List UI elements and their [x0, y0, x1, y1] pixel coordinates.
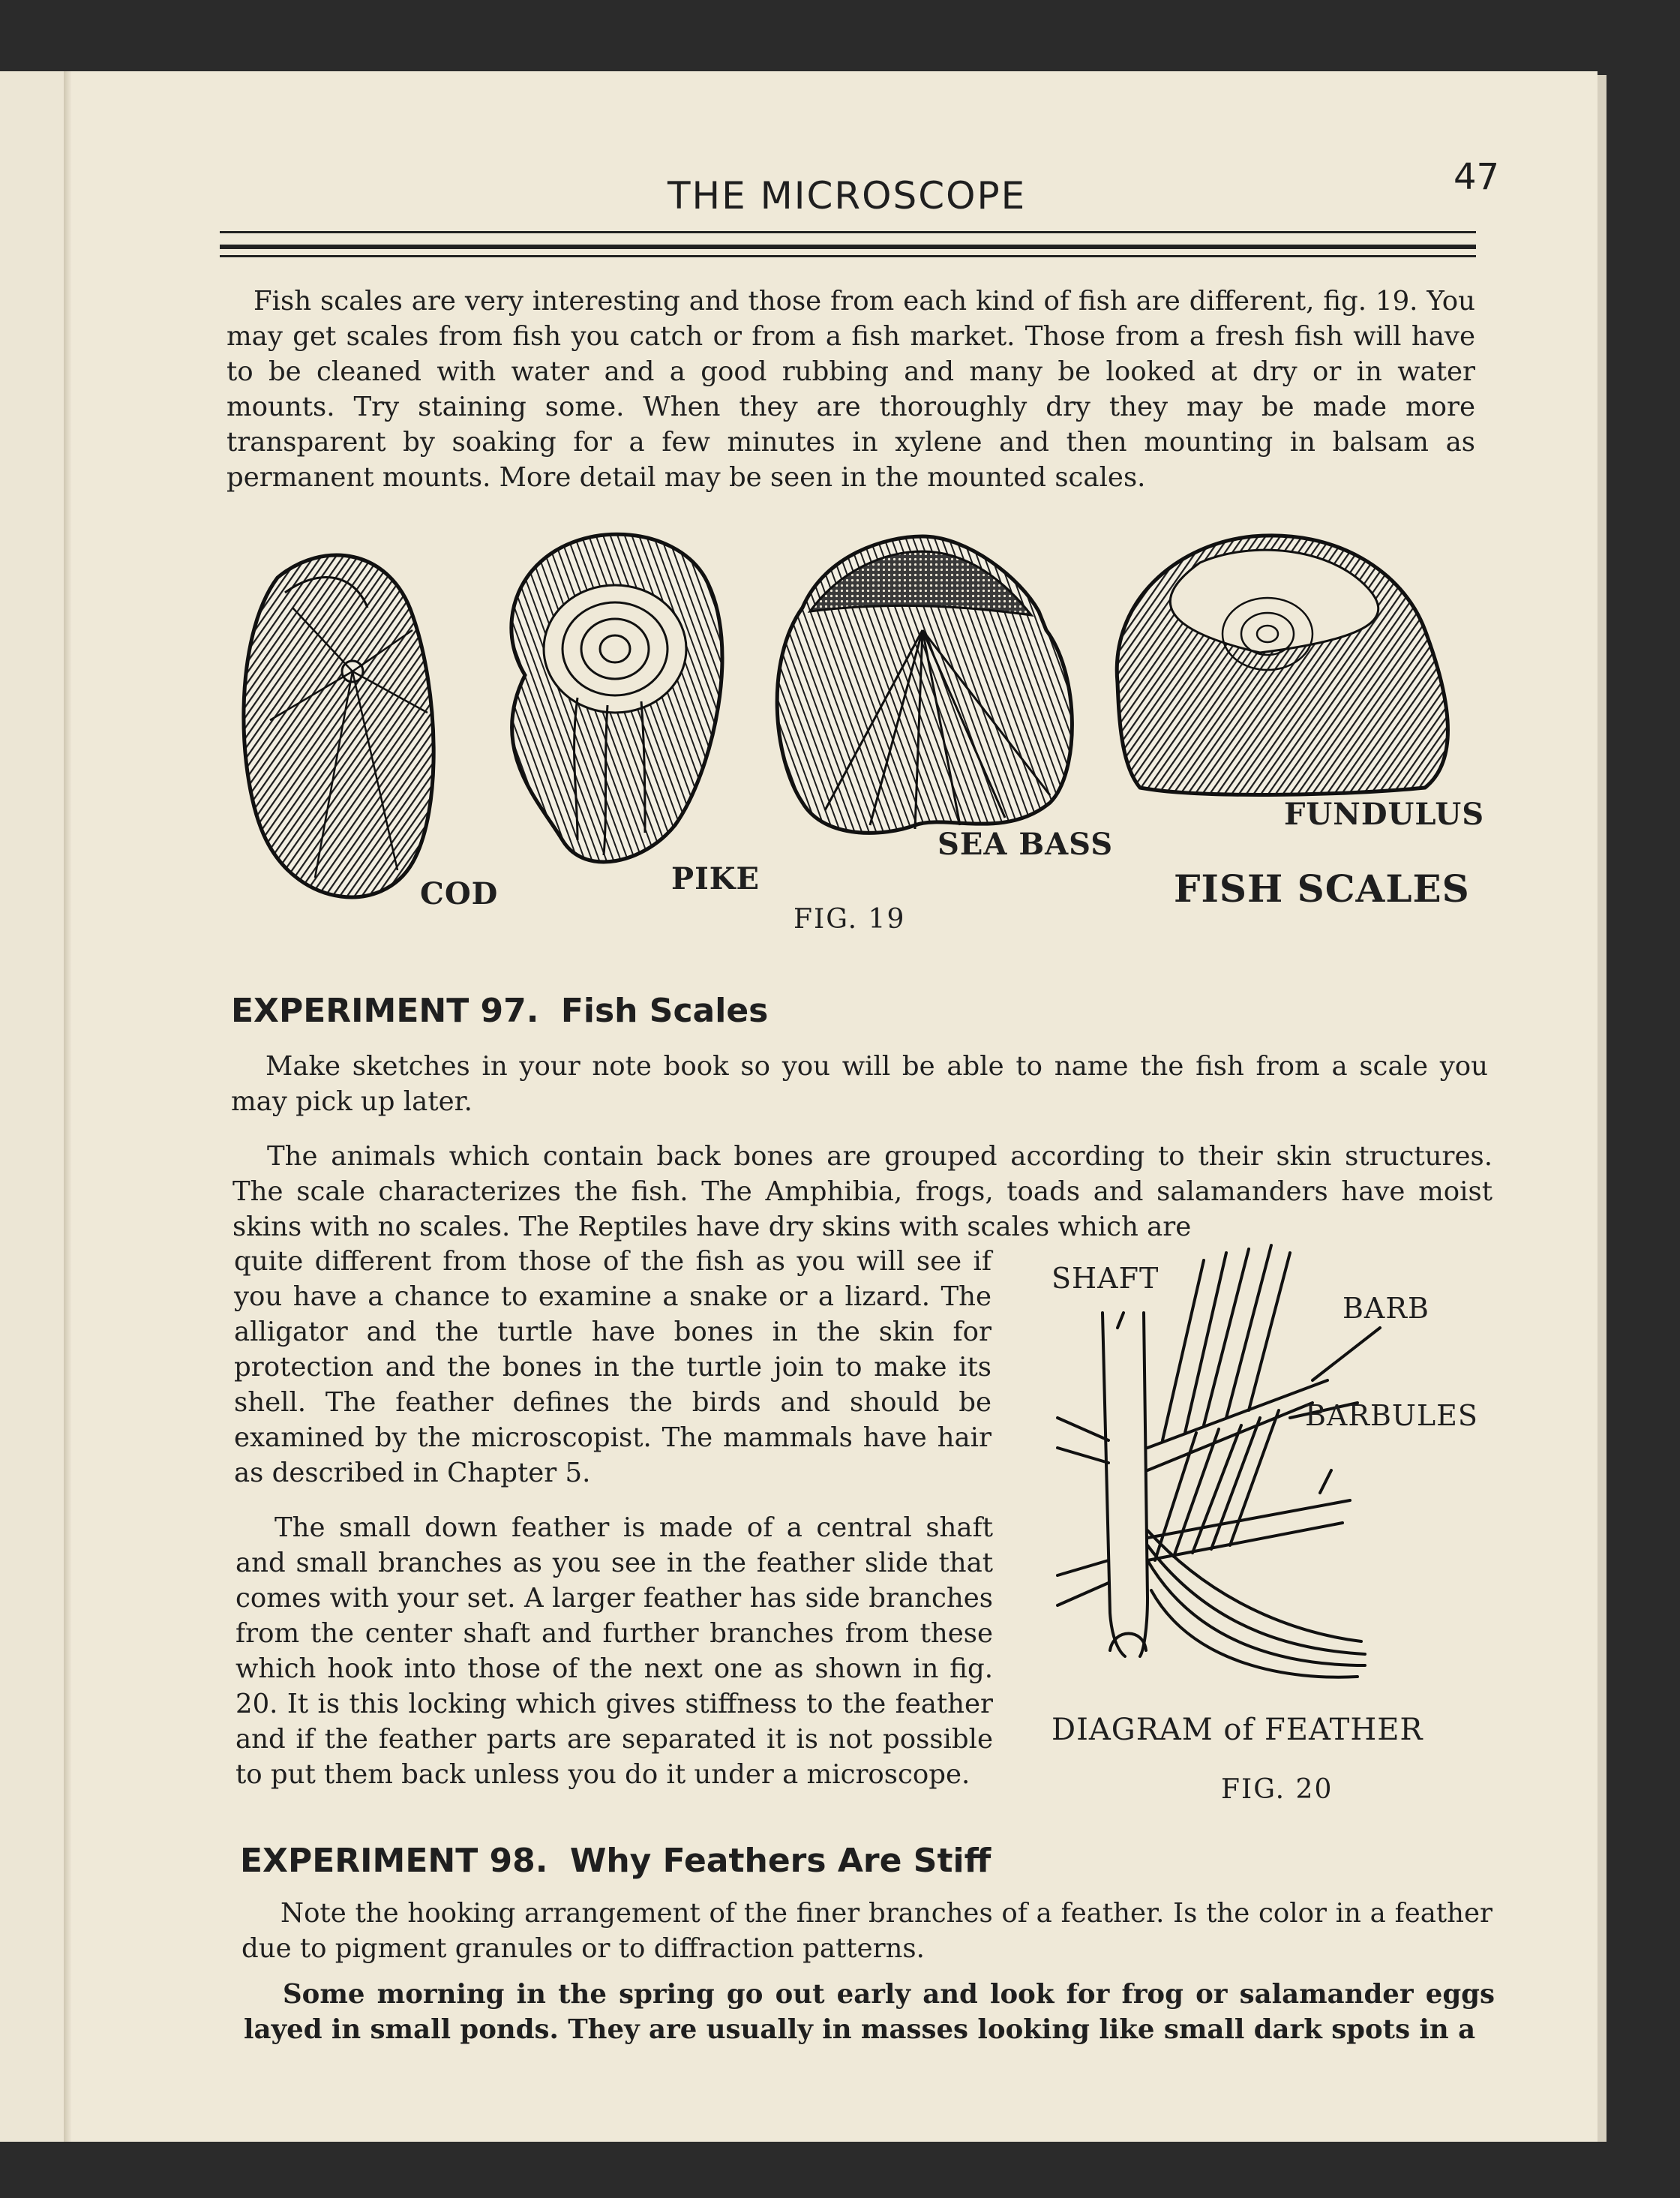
skin-paragraph-continued: quite different from those of the fish as you will see if you have a chance to examine a snake or a lizard. The alligator and the turtle have bones in the skin for protection and the bones in the turtle join to make its shell. The feather defines the birds and should be examined by the microscopist. The mammals have hair as described in Chapter 5. — [234, 1246, 992, 1488]
header-rule-bottom — [220, 255, 1476, 257]
facing-page-edge — [0, 71, 69, 2142]
experiment-98-body: Note the hooking arrangement of the finer branches of a feather. Is the color in a feather due to pigment granules or to diffraction patterns. — [242, 1898, 1492, 1964]
experiment-98-number: EXPERIMENT 98. — [240, 1842, 548, 1880]
closing-paragraph: Some morning in the spring go out early and look for frog or salamander eggs layed in small ponds. They are usually in masses looking like small dark spots in a — [244, 1979, 1495, 2045]
experiment-97-number: EXPERIMENT 97. — [231, 992, 539, 1030]
shaft-label: SHAFT — [1052, 1262, 1160, 1295]
skin-paragraph: The animals which contain back bones are grouped according to their skin structures. The scale characterizes the fish. The Amphibia, frogs, toads and salamanders have moist skins with no scales. The Reptiles have dry skins with scales which are — [232, 1141, 1492, 1242]
pike-label: PIKE — [671, 861, 760, 896]
sea-bass-scale — [777, 536, 1072, 833]
cod-scale — [244, 555, 434, 897]
experiment-97-title: Fish Scales — [560, 992, 769, 1030]
fundulus-label: FUNDULUS — [1284, 797, 1485, 832]
intro-paragraph: Fish scales are very interesting and those from each kind of fish are different, fig. 19. You may get scales from fish you catch or from a fish market. Those from a fresh fish will have to be cleaned with water and a good rubbing and many be looked at dry or in water mounts. Try staining some. When they are thoroughly dry they may be made more transparent by soaking for a few minutes in xylene and then mounting in balsam as permanent mounts. More detail may be seen in the mounted scales. — [226, 286, 1475, 493]
experiment-97-body: Make sketches in your note book so you will be able to name the fish from a scale you may pick up later. — [231, 1051, 1488, 1117]
pike-scale — [512, 534, 722, 862]
feather-diagram-title: DIAGRAM of FEATHER — [1052, 1713, 1424, 1747]
feather-paragraph: The small down feather is made of a central shaft and small branches as you see in the feather slide that comes with your set. A larger feather has side branches from the center shaft and further branches from these which hook into those of the next one as shown in fig. 20. It is this locking which gives stiffness to the feather and if the feather parts are separated it is not possible to put them back unless you do it under a microscope. — [236, 1512, 993, 1790]
experiment-98-title: Why Feathers Are Stiff — [569, 1842, 992, 1880]
sea-bass-label: SEA BASS — [938, 827, 1114, 862]
header-rule-thin — [220, 231, 1476, 233]
page-stack-edge — [1596, 75, 1606, 2142]
experiment-97-heading — [231, 992, 768, 1030]
cod-label: COD — [420, 876, 499, 911]
header-rule-thick — [220, 245, 1476, 249]
fish-scales-title: FISH SCALES — [1174, 866, 1470, 911]
figure-19-caption: FIG. 19 — [794, 904, 906, 935]
figure-20-caption: FIG. 20 — [1221, 1774, 1334, 1805]
barb-label: BARB — [1342, 1292, 1430, 1325]
page-number: 47 — [1454, 156, 1500, 198]
experiment-98-heading — [240, 1842, 991, 1880]
barbules-label: BARBULES — [1305, 1399, 1478, 1432]
running-head: THE MICROSCOPE — [668, 174, 1027, 218]
fundulus-scale — [1117, 536, 1448, 795]
